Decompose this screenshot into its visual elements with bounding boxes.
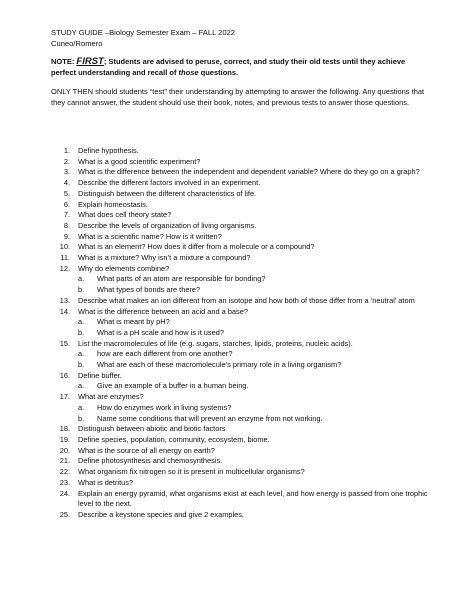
question-text: What is the difference between the independent and dependent variable? Where do they go on a graph? (78, 167, 420, 177)
sub-question-text: What is meant by pH? (97, 317, 170, 327)
question-number: 17. (59, 392, 70, 402)
sub-question-list (78, 349, 436, 370)
question-item (51, 210, 436, 221)
question-item (51, 167, 436, 178)
document-title: STUDY GUIDE –Biology Semester Exam – FALL 2022 (51, 28, 236, 37)
question-item (51, 489, 436, 510)
sub-question-text: how are each different from one another? (97, 349, 233, 359)
question-text: What is detritus? (78, 477, 134, 487)
question-list (51, 146, 436, 521)
question-number: 23. (59, 477, 70, 487)
sub-question-letter: b. (78, 285, 85, 295)
question-number: 4. (63, 178, 70, 188)
sub-question-list (78, 381, 436, 392)
question-item (51, 307, 436, 339)
question-number: 11. (60, 253, 70, 263)
question-number: 12. (59, 263, 70, 273)
sub-question-letter: a. (78, 402, 85, 412)
sub-question-letter: a. (78, 349, 85, 359)
note-those: those (178, 68, 199, 77)
question-text: What is a scientific name? How is it written? (78, 231, 222, 241)
question-number: 6. (63, 199, 70, 209)
question-number: 24. (59, 488, 70, 498)
sub-question-text: What are each of these macromolecule’s primary role in a living organism? (97, 360, 342, 370)
sub-question-list (78, 317, 436, 338)
sub-question-letter: b. (78, 327, 85, 337)
note-label: NOTE: (51, 57, 77, 66)
sub-question-letter: b. (78, 413, 85, 423)
sub-question-text: Give an example of a buffer in a human being. (97, 381, 249, 391)
sub-question-item (78, 349, 436, 360)
question-item (51, 221, 436, 232)
sub-question-item (78, 360, 436, 371)
sub-question-text: Name some conditions that will prevent an enzyme from not working. (97, 413, 323, 423)
question-item (51, 296, 436, 307)
question-item (51, 392, 436, 424)
question-item (51, 146, 436, 157)
question-item (51, 446, 436, 457)
question-item (51, 339, 436, 371)
question-item (51, 371, 436, 392)
question-item (51, 424, 436, 435)
sub-question-item (78, 381, 436, 392)
question-text: Describe what makes an ion different from an isotope and how both of those differ from a ‘neutral’ atom (78, 295, 415, 305)
question-text: List the macromolecules of life (e.g. sugars, starches, lipids, proteins, nucleic acids). (78, 338, 353, 348)
question-number: 1. (63, 146, 70, 155)
sub-question-text: How do enzymes work in living systems? (97, 402, 232, 412)
question-item (51, 189, 436, 200)
question-text: What is the source of all energy on earth? (78, 445, 215, 455)
question-text: What is a good scientific experiment? (78, 156, 201, 166)
question-item (51, 510, 436, 521)
sub-question-item (78, 274, 436, 285)
sub-question-item (78, 317, 436, 328)
note-first: FIRST (76, 56, 104, 67)
question-item (51, 264, 436, 296)
document-header (51, 27, 235, 49)
sub-question-list (78, 403, 436, 424)
question-item (51, 456, 436, 467)
sub-question-item (78, 328, 436, 339)
sub-question-letter: a. (78, 274, 85, 284)
question-item (51, 253, 436, 264)
sub-question-list (78, 274, 436, 295)
question-item (51, 478, 436, 489)
question-number: 16. (59, 370, 70, 380)
question-text: Distinguish between the different characteristics of life. (78, 188, 257, 198)
sub-question-item (78, 285, 436, 296)
question-number: 3. (63, 167, 70, 177)
question-number: 2. (63, 156, 70, 166)
question-number: 8. (63, 220, 70, 230)
question-number: 10. (59, 242, 70, 252)
question-item (51, 157, 436, 168)
note-text-part2: questions. (198, 68, 239, 77)
question-text: Distinguish between abiotic and biotic factors (78, 424, 226, 434)
question-text: What is the difference between an acid and a base? (78, 306, 248, 316)
sub-question-text: What parts of an atom are responsible for bonding? (97, 274, 266, 284)
teacher-names: Cuneo/Romero (51, 39, 103, 48)
intro-paragraph: ONLY THEN should students “test” their understanding by attempting to answer the following. Any questions that they cannot answer, the student should use their book, notes, and previous tests to answer those questions. (51, 87, 425, 107)
note-text-part1: ; Students are advised to peruse, correct, and study their old tests until they achieve perfect understanding and recall of (51, 57, 406, 77)
question-number: 14. (59, 306, 70, 316)
question-number: 25. (59, 509, 70, 519)
question-text: Define hypothesis. (78, 146, 139, 155)
question-text: What is a mixture? Why isn’t a mixture a compound? (78, 253, 251, 263)
question-number: 15. (59, 338, 70, 348)
question-number: 20. (59, 445, 70, 455)
question-text: Why do elements combine? (78, 263, 170, 273)
question-item (51, 435, 436, 446)
question-number: 18. (59, 424, 70, 434)
sub-question-letter: a. (78, 381, 85, 391)
question-text: What does cell theory state? (78, 210, 172, 220)
question-text: Define photosynthesis and chemosynthesis. (78, 456, 223, 466)
question-item (51, 467, 436, 478)
question-item (51, 232, 436, 243)
question-item (51, 242, 436, 253)
question-number: 13. (59, 295, 70, 305)
question-number: 22. (59, 467, 70, 477)
question-text: What is an element? How does it differ from a molecule or a compound? (78, 242, 315, 252)
question-text: Define species, population, community, ecosystem, biome. (78, 434, 270, 444)
question-text: Describe the different factors involved in an experiment. (78, 178, 261, 188)
sub-question-item (78, 403, 436, 414)
question-text: What organism fix nitrogen so it is present in multicellular organisms? (78, 467, 305, 477)
question-number: 5. (63, 188, 70, 198)
question-number: 21. (59, 456, 70, 466)
question-text: Describe a keystone species and give 2 examples. (78, 509, 244, 519)
sub-question-letter: a. (78, 317, 85, 327)
question-number: 9. (63, 231, 70, 241)
question-number: 19. (59, 434, 70, 444)
question-item (51, 178, 436, 189)
question-text: Define buffer. (78, 370, 122, 380)
sub-question-text: What types of bonds are there? (97, 285, 201, 295)
question-text: What are enzymes? (78, 392, 144, 402)
sub-question-letter: b. (78, 360, 85, 370)
sub-question-item (78, 414, 436, 425)
question-text: Describe the levels of organization of living organisms. (78, 220, 257, 230)
question-text: Explain an energy pyramid, what organisms exist at each level, and how energy is passed from one trophic level to the next. (78, 488, 428, 509)
question-number: 7. (63, 210, 70, 220)
sub-question-text: What is a pH scale and how is it used? (97, 327, 224, 337)
study-note (51, 56, 431, 78)
question-text: Explain homeostasis. (78, 199, 148, 209)
question-item (51, 200, 436, 211)
